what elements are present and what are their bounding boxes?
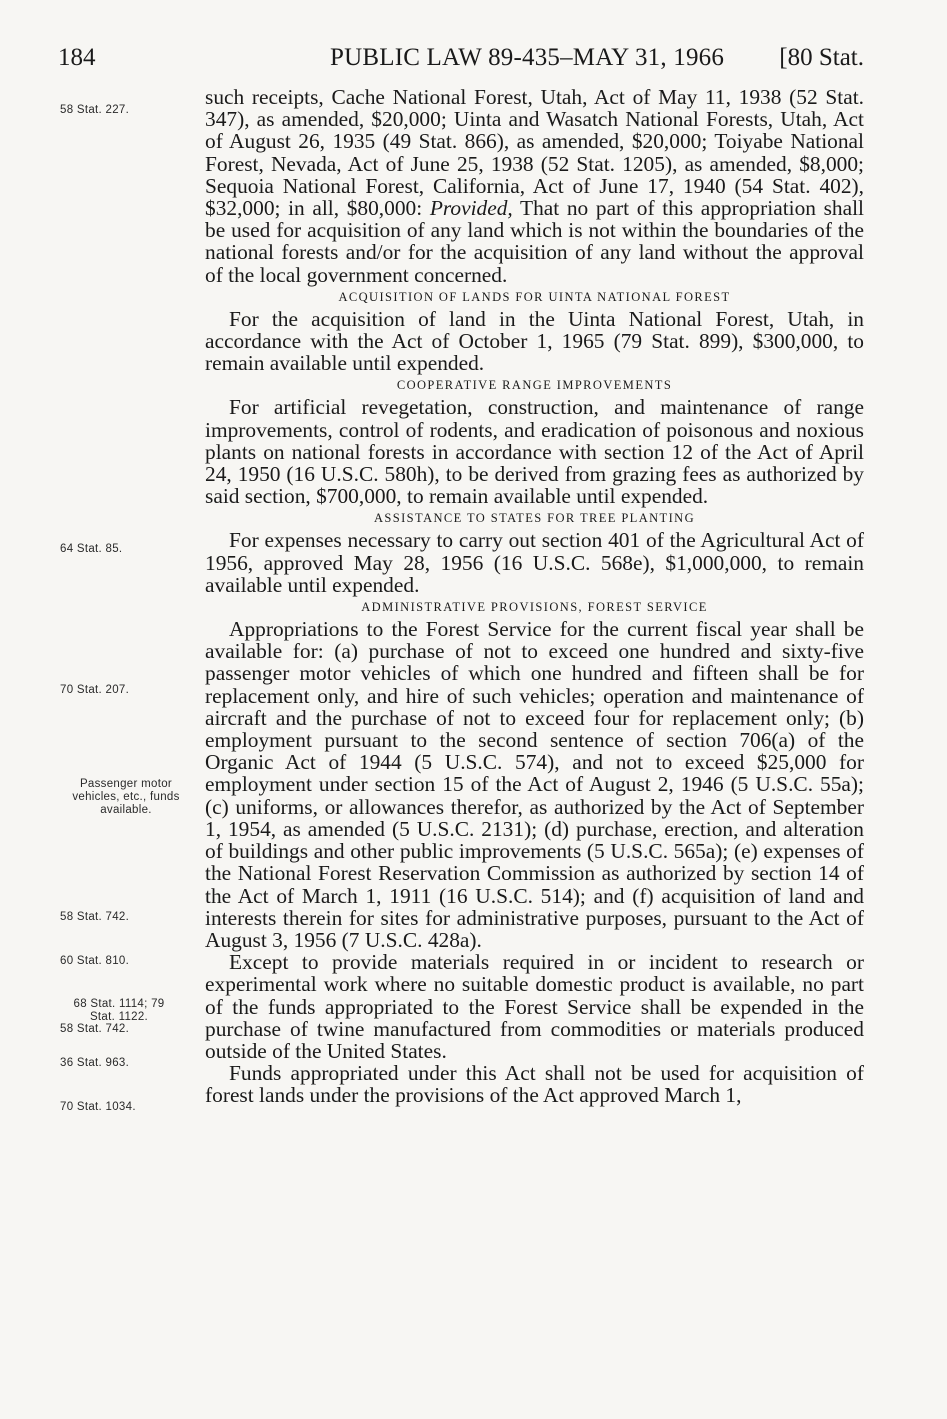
margin-note-citation: 64 Stat. 85. [60, 543, 123, 555]
range-paragraph: For artificial revegetation, construction, and maintenance of range improvements, control of rodents, and eradication of poisonous and noxious plants on national forests in accordance with section 12 of the Act of April 24, 1950 (16 U.S.C. 580h), to be derived from grazing fees as authorized by said section, $700,000, to remain available until expended. [205, 395, 864, 509]
margin-note-citation: 70 Stat. 1034. [60, 1101, 136, 1113]
admin-paragraph-acquisition: Funds appropriated under this Act shall not be used for acquisition of forest lands under the provisions of the Act approved March 1, [205, 1061, 864, 1108]
margin-note-citation: 58 Stat. 227. [60, 104, 130, 116]
admin-paragraph-vehicles: Appropriations to the Forest Service for the current fiscal year shall be available for: (a) purchase of not to exceed one hundred and sixty-five passenger motor vehicles of which one hundred and fifteen shall be for replacement only, and hire of such vehicles; operation and maintenance of aircraft and the purchase of not to exceed four for replacement only; (b) employment pursuant to the second sentence of section 706(a) of the Organic Act of 1944 (5 U.S.C. 574), and not to exceed $25,000 for employment under section 15 of the Act of August 2, 1946 (5 U.S.C. 55a); (c) uniforms, or allowances therefor, as authorized by the Act of September 1, 1954, as amended (5 U.S.C. 2131); (d) purchase, erection, and alteration of buildings and other public improvements (5 U.S.C. 565a); (e) expenses of the National Forest Reservation Commission as authorized by section 14 of the Act of March 1, 1911 (16 U.S.C. 514); and (f) acquisition of land and interests therein for sites for administrative purposes, pursuant to the Act of August 3, 1956 (7 U.S.C. 428a). [205, 617, 864, 952]
margin-note-citation: 58 Stat. 742. [60, 911, 130, 923]
margin-note-citation: 58 Stat. 742. [60, 1023, 130, 1035]
section-heading-range: COOPERATIVE RANGE IMPROVEMENTS [396, 378, 673, 393]
opening-paragraph-part2: That no part of this appropriation shall be used for acquisition of any land which is not within the boundaries of the national forests and/or for the acquisition of any land without the approval of the local government concerned. [205, 196, 864, 287]
section-heading-uinta: ACQUISITION OF LANDS FOR UINTA NATIONAL FOREST [338, 289, 731, 304]
page-number: 184 [58, 44, 96, 71]
volume-reference: [80 Stat. [779, 44, 864, 71]
page-header [58, 44, 864, 84]
margin-note-citation: 68 Stat. 1114; 79 Stat. 1122. [73, 998, 165, 1023]
section-heading-administrative: ADMINISTRATIVE PROVISIONS, FOREST SERVICE [361, 600, 708, 615]
admin-paragraph-twine: Except to provide materials required in or incident to research or experimental work where no suitable domestic product is available, no part of the funds appropriated to the Forest Service shall be expended in the purchase of twine manufactured from commodities or materials produced outside of the United States. [205, 950, 864, 1063]
tree-planting-paragraph: For expenses necessary to carry out section 401 of the Agricultural Act of 1956, approved May 28, 1956 (16 U.S.C. 568e), $1,000,000, to remain available until expended. [205, 528, 864, 597]
margin-note-citation: 60 Stat. 810. [60, 955, 130, 967]
margin-note-citation: 36 Stat. 963. [60, 1057, 130, 1069]
opening-paragraph-part1: such receipts, Cache National Forest, Utah, Act of May 11, 1938 (52 Stat. 347), as amended, $20,000; Uinta and Wasatch National Forests, Utah, Act of August 26, 1935 (49 Stat. 866), as amended, $20,000; Toiyabe National Forest, Nevada, Act of June 25, 1938 (52 Stat. 1205), as amended, $8,000; Sequoia National Forest, California, Act of June 17, 1940 (54 Stat. 402), $32,000; in all, $80,000: [205, 85, 864, 221]
running-title: PUBLIC LAW 89-435–MAY 31, 1966 [330, 44, 725, 71]
opening-paragraph [205, 86, 864, 286]
section-heading-tree-planting: ASSISTANCE TO STATES FOR TREE PLANTING [373, 511, 696, 526]
uinta-paragraph: For the acquisition of land in the Uinta National Forest, Utah, in accordance with the Act of October 1, 1965 (79 Stat. 899), $300,000, to remain available until expended. [205, 306, 864, 376]
margin-note-citation: 70 Stat. 207. [60, 684, 130, 696]
margin-note-passenger-vehicles: Passenger motor vehicles, etc., funds available. [72, 778, 180, 816]
body-text [205, 86, 864, 1107]
provided-keyword: Provided, [429, 196, 513, 221]
